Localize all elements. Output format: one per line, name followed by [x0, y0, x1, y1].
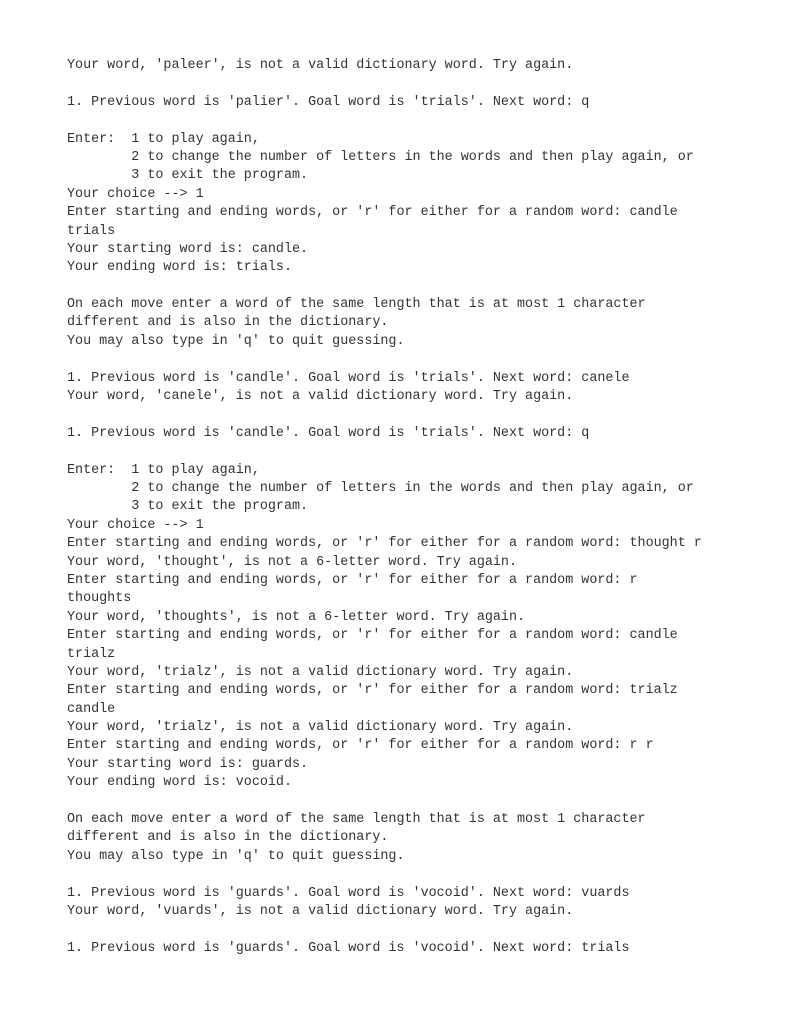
- console-line: [67, 866, 797, 884]
- console-line: Your ending word is: trials.: [67, 260, 292, 276]
- console-line: [67, 351, 797, 369]
- console-line: Enter: 1 to play again,: [67, 462, 260, 478]
- console-line: [67, 406, 797, 424]
- console-line: 1. Previous word is 'guards'. Goal word is 'vocoid'. Next word: trials: [67, 940, 630, 956]
- console-line: 3 to exit the program.: [67, 499, 309, 515]
- console-line: 1. Previous word is 'guards'. Goal word is 'vocoid'. Next word: vuards: [67, 885, 630, 901]
- console-line: different and is also in the dictionary.: [67, 315, 389, 331]
- console-line: [67, 112, 797, 130]
- console-line: Your word, 'thoughts', is not a 6-letter word. Try again.: [67, 609, 526, 625]
- console-line: Enter starting and ending words, or 'r' for either for a random word: trialz: [67, 683, 678, 699]
- console-line: On each move enter a word of the same length that is at most 1 character: [67, 297, 646, 313]
- console-line: Your word, 'paleer', is not a valid dictionary word. Try again.: [67, 58, 574, 73]
- console-line: 1. Previous word is 'candle'. Goal word is 'trials'. Next word: q: [67, 425, 590, 441]
- console-line: 3 to exit the program.: [67, 168, 309, 184]
- console-line: [67, 75, 797, 93]
- console-line: candle: [67, 701, 116, 717]
- console-output: [67, 57, 797, 958]
- console-line: Your starting word is: guards.: [67, 756, 309, 772]
- console-line: different and is also in the dictionary.: [67, 830, 389, 846]
- console-line: Your word, 'trialz', is not a valid dictionary word. Try again.: [67, 720, 574, 736]
- console-line: Enter starting and ending words, or 'r' for either for a random word: candle: [67, 628, 678, 644]
- console-line: [67, 921, 797, 939]
- console-line: trials: [67, 223, 116, 239]
- console-line: Your word, 'vuards', is not a valid dictionary word. Try again.: [67, 903, 574, 919]
- console-line: [67, 278, 797, 296]
- console-line: 1. Previous word is 'palier'. Goal word is 'trials'. Next word: q: [67, 94, 590, 110]
- console-line: You may also type in 'q' to quit guessing.: [67, 333, 405, 349]
- console-line: 1. Previous word is 'candle'. Goal word is 'trials'. Next word: canele: [67, 370, 630, 386]
- console-line: Enter starting and ending words, or 'r' for either for a random word: r r: [67, 738, 654, 754]
- console-line: thoughts: [67, 591, 132, 607]
- console-line: Your word, 'trialz', is not a valid dictionary word. Try again.: [67, 664, 574, 680]
- console-line: 2 to change the number of letters in the words and then play again, or: [67, 480, 694, 496]
- console-line: On each move enter a word of the same length that is at most 1 character: [67, 812, 646, 828]
- console-line: You may also type in 'q' to quit guessing.: [67, 848, 405, 864]
- console-line: Your ending word is: vocoid.: [67, 775, 292, 791]
- console-line: Your word, 'canele', is not a valid dictionary word. Try again.: [67, 389, 574, 405]
- console-line: Your choice --> 1: [67, 517, 204, 533]
- console-line: Your starting word is: candle.: [67, 241, 309, 257]
- console-line: Your choice --> 1: [67, 186, 204, 202]
- console-line: Enter starting and ending words, or 'r' for either for a random word: candle: [67, 205, 678, 221]
- console-line: Enter starting and ending words, or 'r' for either for a random word: r: [67, 572, 638, 588]
- console-line: Your word, 'thought', is not a 6-letter word. Try again.: [67, 554, 517, 570]
- console-line: [67, 443, 797, 461]
- console-line: 2 to change the number of letters in the words and then play again, or: [67, 149, 694, 165]
- console-line: [67, 793, 797, 811]
- console-line: Enter: 1 to play again,: [67, 131, 260, 147]
- console-line: trialz: [67, 646, 116, 662]
- console-line: Enter starting and ending words, or 'r' for either for a random word: thought r: [67, 536, 702, 552]
